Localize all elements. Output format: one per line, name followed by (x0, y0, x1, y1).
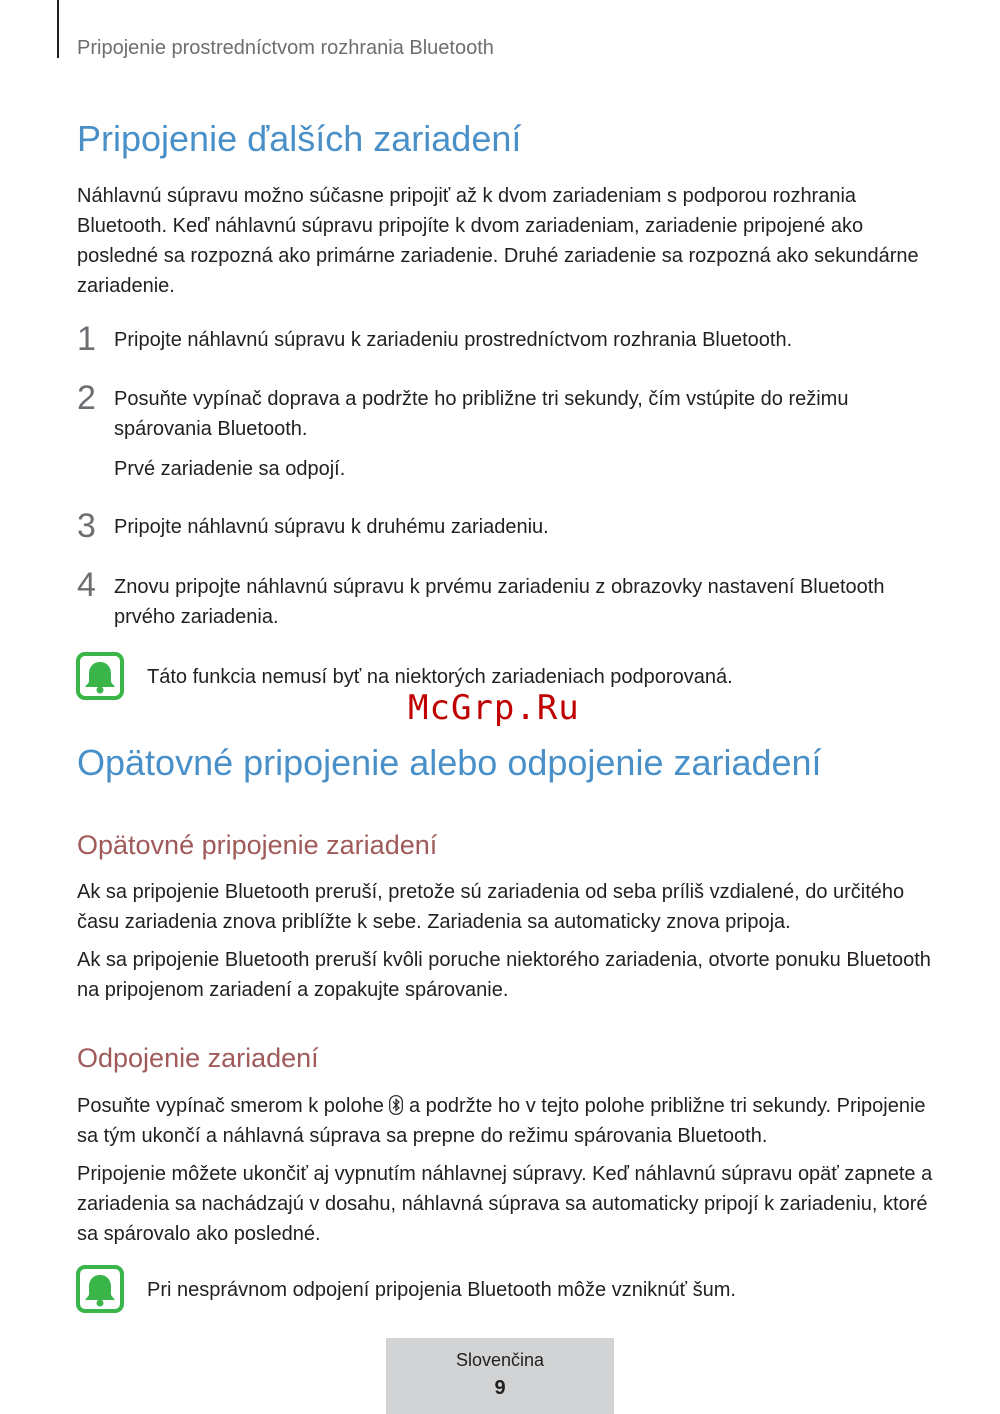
footer-language: Slovenčina (455, 1350, 545, 1370)
note-text: Pri nesprávnom odpojení pripojenia Bluetooth môže vzniknúť šum. (147, 1279, 736, 1301)
step-number: 4 (77, 566, 96, 604)
header-rule (57, 0, 59, 58)
disconnect-text-after: a podržte ho v tejto polohe približne tri sekundy. Pripojenie sa tým ukončí a náhlavná súprava sa prepne do režimu spárovania Bluetooth. (77, 1095, 926, 1147)
section-title-connect-more: Pripojenie ďalších zariadení (77, 118, 522, 159)
step-number: 1 (77, 320, 96, 358)
step-text: Pripojte náhlavnú súpravu k zariadeniu prostredníctvom rozhrania Bluetooth. (114, 329, 793, 351)
step-text: Pripojte náhlavnú súpravu k druhému zariadeniu. (114, 516, 549, 538)
bluetooth-icon (389, 1095, 403, 1115)
intro-paragraph: Náhlavnú súpravu možno súčasne pripojiť až k dvom zariadeniam s podporou rozhrania Bluetooth. Keď náhlavnú súpravu pripojíte k dvom zariadeniam, zariadenie pripojené ako posledné sa rozpozná ako primárne zariadenie. Druhé zariadenie sa rozpozná ako sekundárne zariadenie. (77, 185, 919, 297)
bell-icon (76, 652, 124, 700)
note-text: Táto funkcia nemusí byť na niektorých zariadeniach podporovaná. (147, 666, 733, 688)
step-text: Posuňte vypínač doprava a podržte ho približne tri sekundy, čím vstúpite do režimu spárovania Bluetooth. (114, 388, 849, 440)
page-number: 9 (494, 1377, 506, 1399)
step-text: Znovu pripojte náhlavnú súpravu k prvému zariadeniu z obrazovky nastavení Bluetooth prvého zariadenia. (114, 576, 885, 628)
section-title-reconnect-disconnect: Opätovné pripojenie alebo odpojenie zariadení (77, 742, 822, 783)
reconnect-paragraph-2: Ak sa pripojenie Bluetooth preruší kvôli poruche niektorého zariadenia, otvorte ponuku Bluetooth na pripojenom zariadení a zopakujte spárovanie. (77, 949, 931, 1001)
disconnect-paragraph-1 (77, 1091, 937, 1151)
disconnect-text-before: Posuňte vypínač smerom k polohe (77, 1095, 384, 1117)
step-number: 3 (77, 507, 96, 545)
step-number: 2 (77, 379, 96, 417)
subsection-title-reconnect: Opätovné pripojenie zariadení (77, 830, 438, 860)
disconnect-paragraph-2: Pripojenie môžete ukončiť aj vypnutím náhlavnej súpravy. Keď náhlavnú súpravu opäť zapnete a zariadenia sa nachádzajú v dosahu, náhlavná súprava sa automaticky pripojí k zariadeniu, ktoré sa spárovalo ako posledné. (77, 1163, 933, 1245)
subsection-title-disconnect: Odpojenie zariadení (77, 1043, 319, 1073)
page-footer (386, 1338, 614, 1414)
step-subtext: Prvé zariadenie sa odpojí. (114, 458, 346, 480)
reconnect-paragraph-1: Ak sa pripojenie Bluetooth preruší, pretože sú zariadenia od seba príliš vzdialené, do určitého času zariadenia znova priblížte k sebe. Zariadenia sa automaticky znova pripoja. (77, 881, 905, 933)
running-header: Pripojenie prostredníctvom rozhrania Bluetooth (77, 37, 494, 59)
watermark: McGrp.Ru (408, 688, 580, 728)
bell-icon (76, 1265, 124, 1313)
